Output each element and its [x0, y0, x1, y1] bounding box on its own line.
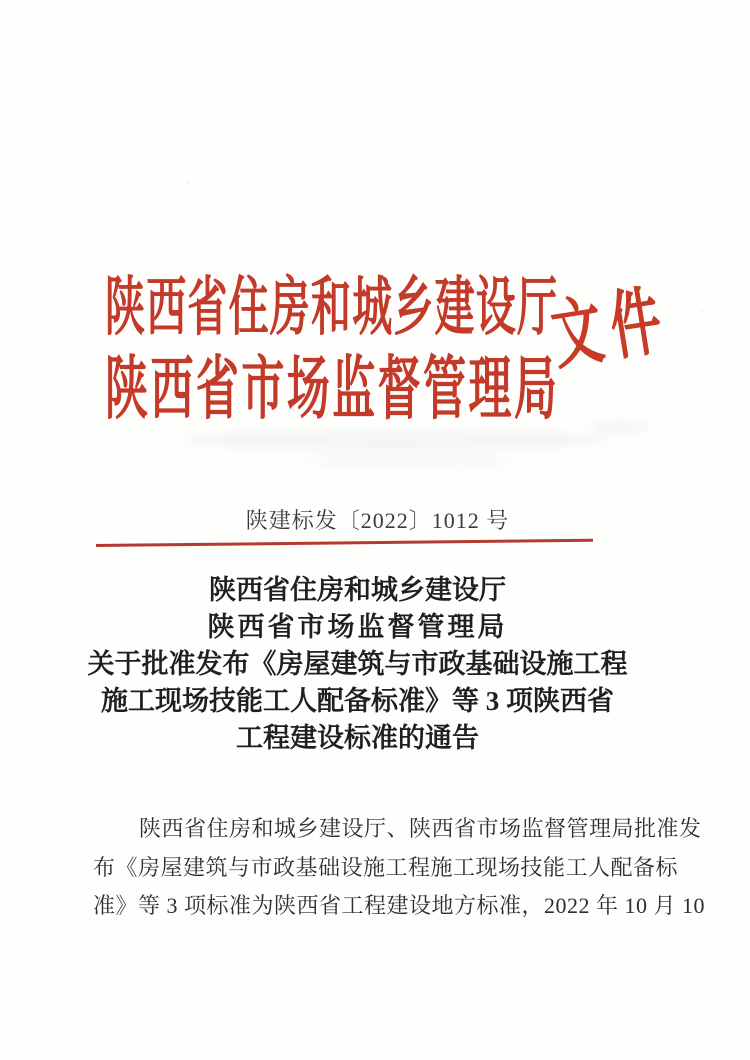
notice-title-line: 工程建设标准的通告: [236, 723, 479, 753]
notice-title-line: 陕西省住房和城乡建设厅: [209, 575, 506, 605]
scan-smudge: [300, 455, 520, 467]
body-text-line: 准》等 3 项标准为陕西省工程建设地方标准，2022 年 10 月 10: [93, 893, 706, 918]
letterhead-doc-type-label: 文件: [546, 277, 676, 379]
document-number: 陕建标发〔2022〕1012 号: [245, 508, 510, 533]
red-separator-rule: [96, 539, 593, 547]
scan-smudge: [590, 420, 650, 434]
notice-title-line: 关于批准发布《房屋建筑与市政基础设施工程: [87, 649, 628, 679]
scan-speck: [700, 310, 703, 313]
body-text-line: 陕西省住房和城乡建设厅、陕西省市场监督管理局批准发: [139, 816, 702, 841]
scan-speck: [186, 182, 189, 185]
scan-smudge: [180, 430, 610, 450]
notice-body: [93, 810, 706, 926]
letterhead-agency-line-2: 陕西省市场监督管理局: [105, 352, 557, 428]
notice-title-line: 施工现场技能工人配备标准》等 3 项陕西省: [101, 686, 614, 716]
letterhead-agency-line-1: 陕西省住房和城乡建设厅: [105, 271, 557, 344]
notice-title-line: 陕西省市场监督管理局: [207, 612, 508, 642]
body-text-line: 布《房屋建筑与市政基础设施工程施工现场技能工人配备标: [93, 854, 679, 880]
notice-title: [0, 572, 715, 757]
